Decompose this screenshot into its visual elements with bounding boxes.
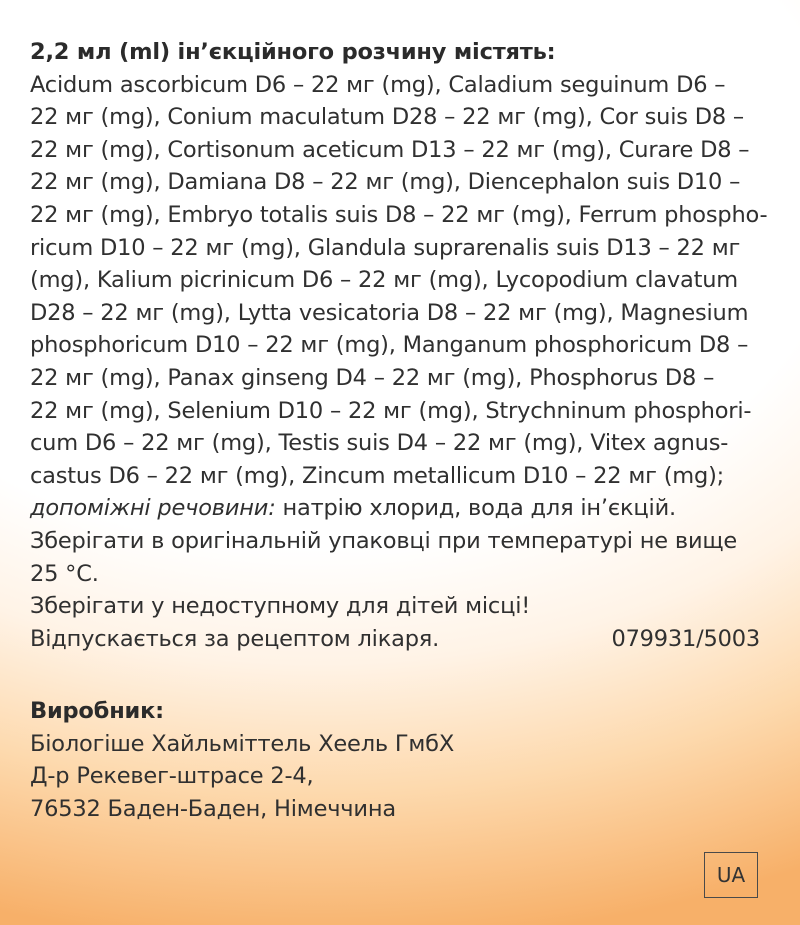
section-spacer	[30, 655, 770, 695]
manufacturer-street: Д-р Рекевег-штрасе 2-4,	[30, 763, 314, 790]
composition-line: 22 мг (mg), Panax ginseng D4 – 22 мг (mg), Phosphorus D8 –	[30, 364, 715, 391]
excipients-value: натрію хлорид, вода для ін’єкцій.	[275, 495, 676, 522]
storage-temperature-line: Зберігати в оригінальній упаковці при температурі не вище	[30, 527, 737, 554]
country-code-badge: UA	[704, 852, 758, 898]
composition-line: (mg), Kalium picrinicum D6 – 22 мг (mg), Lycopodium clavatum	[30, 267, 738, 294]
manufacturer-name: Біологіше Хайльміттель Хеель ГмбХ	[30, 730, 455, 757]
composition-line: 22 мг (mg), Damiana D8 – 22 мг (mg), Diencephalon suis D10 –	[30, 169, 741, 196]
composition-heading: 2,2 мл (ml) ін’єкційного розчину містять:	[30, 39, 556, 65]
composition-line: D28 – 22 мг (mg), Lytta vesicatoria D8 – 22 мг (mg), Magnesium	[30, 299, 749, 326]
manufacturer-city: 76532 Баден-Баден, Німеччина	[30, 796, 396, 823]
composition-line: phosphoricum D10 – 22 мг (mg), Manganum phosphoricum D8 –	[30, 332, 749, 359]
storage-temperature-value: 25 °C.	[30, 560, 99, 587]
prescription-text: Відпускається за рецептом лікаря.	[30, 625, 440, 652]
composition-line: Acidum ascorbicum D6 – 22 мг (mg), Caladium seguinum D6 –	[30, 71, 726, 98]
composition-line: ricum D10 – 22 мг (mg), Glandula suprarenalis suis D13 – 22 мг	[30, 234, 741, 261]
manufacturer-label: Виробник:	[30, 698, 164, 725]
product-code: 079931/5003	[611, 625, 760, 652]
composition-line: 22 мг (mg), Conium maculatum D28 – 22 мг (mg), Cor suis D8 –	[30, 104, 744, 131]
storage-children-warning: Зберігати у недоступному для дітей місці!	[30, 593, 531, 620]
excipients-label: допоміжні речовини:	[30, 495, 276, 522]
composition-line: 22 мг (mg), Embryo totalis suis D8 – 22 мг (mg), Ferrum phospho-	[30, 201, 768, 228]
excipients-line	[30, 492, 770, 525]
package-insert-text	[30, 36, 770, 826]
composition-line: 22 мг (mg), Selenium D10 – 22 мг (mg), Strychninum phosphori-	[30, 397, 752, 424]
composition-line: castus D6 – 22 мг (mg), Zincum metallicum D10 – 22 мг (mg);	[30, 462, 725, 489]
prescription-row	[30, 623, 760, 656]
composition-line: 22 мг (mg), Cortisonum aceticum D13 – 22 мг (mg), Curare D8 –	[30, 136, 750, 163]
composition-line: cum D6 – 22 мг (mg), Testis suis D4 – 22 мг (mg), Vitex agnus-	[30, 430, 729, 457]
